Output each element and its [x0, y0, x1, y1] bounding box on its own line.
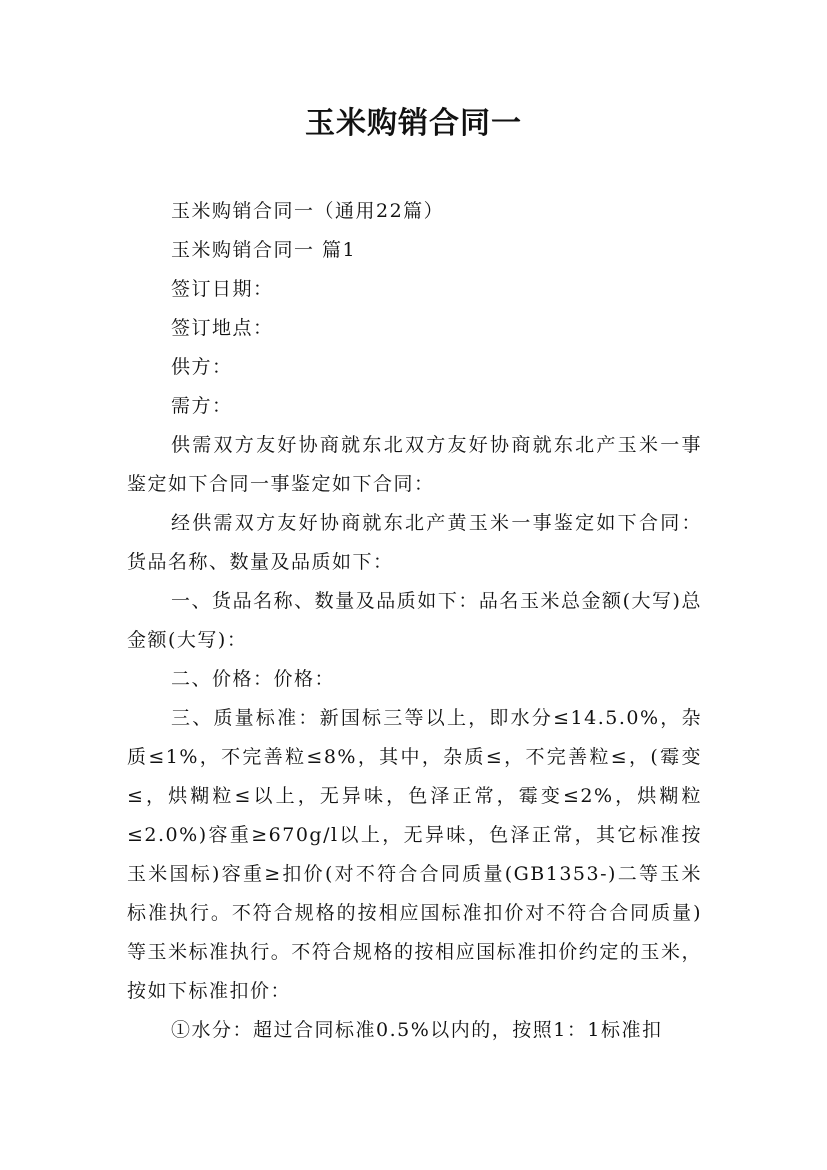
document-title: 玉米购销合同一: [305, 106, 522, 141]
paragraph-buyer: 需方：: [171, 395, 233, 417]
paragraph-moisture: ①水分：超过合同标准0.5%以内的，按照1：1标准扣: [171, 1019, 663, 1041]
paragraph-clause-2: 二、价格：价格：: [171, 668, 336, 690]
paragraph-signing-date: 签订日期：: [171, 278, 274, 300]
paragraph-clause-1: 一、货品名称、数量及品质如下：品名玉米总金额(大写)总金额(大写)：: [127, 590, 702, 651]
document-body: [127, 192, 702, 1050]
paragraph-signing-place: 签订地点：: [171, 317, 274, 339]
paragraph-section-heading: 玉米购销合同一 篇1: [171, 239, 357, 261]
paragraph-intro-2: 经供需双方友好协商就东北产黄玉米一事鉴定如下合同：货品名称、数量及品质如下：: [127, 512, 702, 573]
paragraph-clause-3: 三、质量标准：新国标三等以上，即水分≤14.5.0%，杂质≤1%，不完善粒≤8%，其中，杂质≤，不完善粒≤，(霉变≤，烘糊粒≤以上，无异味，色泽正常，霉变≤2%，烘糊粒≤2.0%)容重≥670g/l以上，无异味，色泽正常，其它标准按玉米国标)容重≥扣价(对不符合合同质量(GB1353-)二等玉米标准执行。不符合规格的按相应国标准扣价对不符合合同质量)等玉米标准执行。不符合规格的按相应国标准扣价约定的玉米，按如下标准扣价：: [127, 707, 702, 1002]
paragraph-intro-1: 供需双方友好协商就东北双方友好协商就东北产玉米一事鉴定如下合同一事鉴定如下合同：: [127, 434, 702, 495]
paragraph-supplier: 供方：: [171, 356, 233, 378]
paragraph-subtitle: 玉米购销合同一（通用22篇）: [171, 200, 445, 222]
